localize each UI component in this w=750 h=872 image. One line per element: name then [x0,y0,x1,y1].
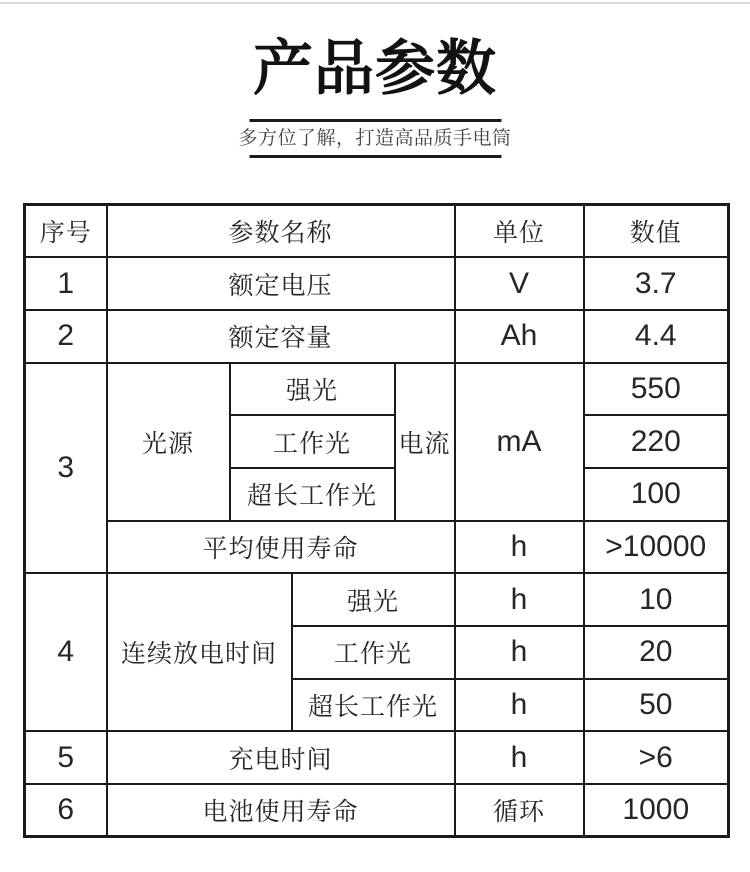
row4-value-longwork: 50 [584,679,729,732]
row3-mode-longwork: 超长工作光 [230,468,395,521]
row5-value: >6 [584,731,729,784]
row1-name: 额定电压 [107,257,455,310]
row6-name: 电池使用寿命 [107,784,455,837]
top-divider [0,2,750,4]
row3-value-strong: 550 [584,363,729,416]
row3-value-longwork: 100 [584,468,729,521]
row6-index: 6 [25,784,107,837]
table-row-4-strong [25,573,729,626]
row3-life-value: >10000 [584,521,729,574]
page-title: 产品参数 [252,35,497,102]
row3-index: 3 [25,363,107,574]
product-spec-table [23,203,730,838]
row3-current-label: 电流 [395,363,455,521]
row1-unit: V [455,257,584,310]
row3-life-name: 平均使用寿命 [107,521,455,574]
row4-unit-strong: h [455,573,584,626]
row4-value-strong: 10 [584,573,729,626]
row2-value: 4.4 [584,310,729,363]
row3-unit: mA [455,363,584,521]
row5-unit: h [455,731,584,784]
col-header-name: 参数名称 [107,205,455,258]
title-rule-bottom [249,155,501,158]
table-row-1 [25,257,729,310]
row6-value: 1000 [584,784,729,837]
title-rule-top [249,119,501,122]
col-header-value: 数值 [584,205,729,258]
table-row-3-strong [25,363,729,416]
row4-unit-work: h [455,626,584,679]
row2-unit: Ah [455,310,584,363]
row3-mode-strong: 强光 [230,363,395,416]
table-row-5 [25,731,729,784]
row1-index: 1 [25,257,107,310]
row3-group-light-source: 光源 [107,363,230,521]
row5-index: 5 [25,731,107,784]
header-row [25,205,729,258]
page-header [238,34,511,158]
row3-value-work: 220 [584,415,729,468]
row1-value: 3.7 [584,257,729,310]
row4-value-work: 20 [584,626,729,679]
row4-mode-longwork: 超长工作光 [292,679,455,732]
row3-mode-work: 工作光 [230,415,395,468]
row2-index: 2 [25,310,107,363]
table-row-6 [25,784,729,837]
row4-mode-strong: 强光 [292,573,455,626]
row5-name: 充电时间 [107,731,455,784]
table-row-2 [25,310,729,363]
row4-index: 4 [25,573,107,731]
row3-life-unit: h [455,521,584,574]
col-header-index: 序号 [25,205,107,258]
row4-group-discharge-time: 连续放电时间 [107,573,292,731]
row6-unit: 循环 [455,784,584,837]
row4-mode-work: 工作光 [292,626,455,679]
row4-unit-longwork: h [455,679,584,732]
row2-name: 额定容量 [107,310,455,363]
col-header-unit: 单位 [455,205,584,258]
page-subtitle: 多方位了解，打造高品质手电筒 [238,128,512,149]
table-row-3-life [25,521,729,574]
